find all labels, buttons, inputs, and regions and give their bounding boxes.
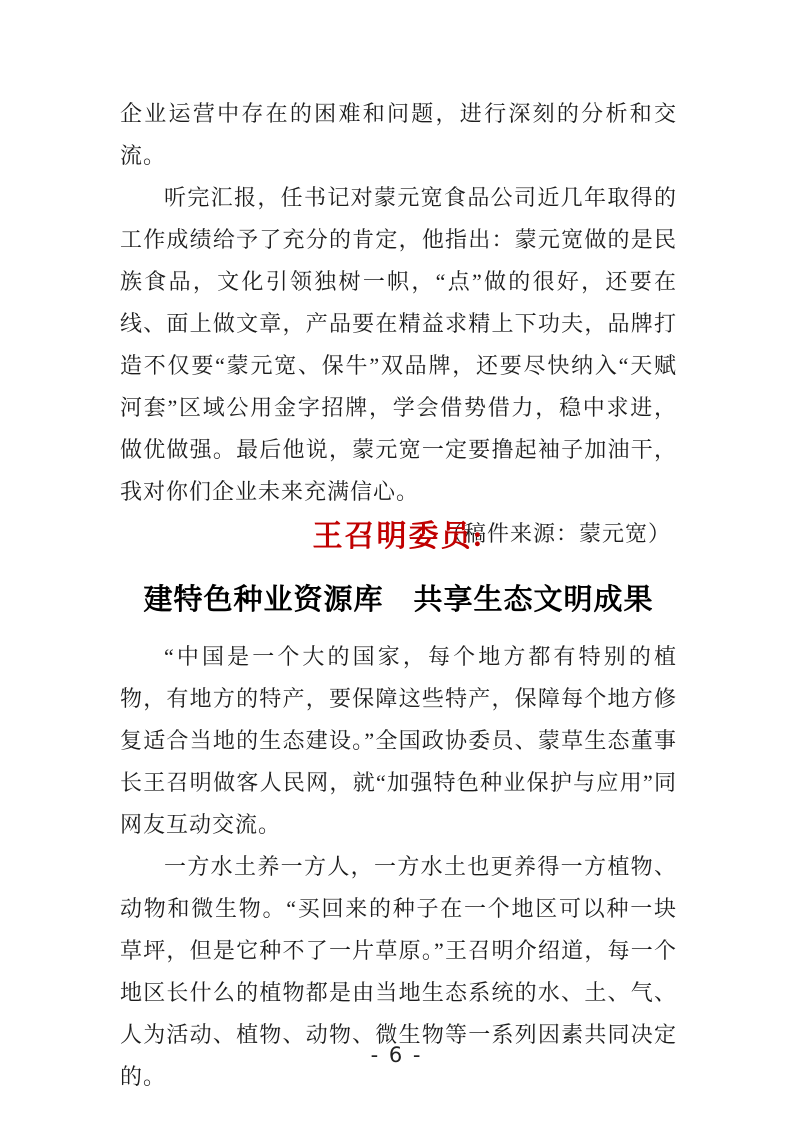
article2-title-sub: 建特色种业资源库 共享生态文明成果	[143, 584, 654, 616]
article2-title-main: 王召明委员:	[312, 520, 485, 553]
article1-section	[120, 93, 677, 555]
article1-paragraph-continuation: 企业运营中存在的困难和问题，进行深刻的分析和交流。	[120, 101, 677, 168]
article2-paragraph-1: “中国是一个大的国家，每个地方都有特别的植物，有地方的特产，要保障这些特产，保障每个地方修复适合当地的生态建设。”全国政协委员、蒙草生态董事长王召明做客人民网，就“加强特色种业保护与应用”同网友互动交流。	[120, 644, 677, 837]
page-number: - 6 -	[370, 1043, 423, 1067]
article1-paragraph-2: 听完汇报，任书记对蒙元宽食品公司近几年取得的工作成绩给予了充分的肯定，他指出：蒙元宽做的是民族食品，文化引领独树一帜，“点”做的很好，还要在线、面上做文章，产品要在精益求精上下功夫，品牌打造不仅要“蒙元宽、保牛”双品牌，还要尽快纳入“天赋河套”区域公用金字招牌，学会借势借力，稳中求进，做优做强。最后他说，蒙元宽一定要撸起袖子加油干，我对你们企业未来充满信心。	[120, 185, 677, 504]
article2-section	[120, 636, 677, 1098]
article1-source-line: （稿件来源：蒙元宽）	[440, 521, 671, 546]
article2-paragraph-2: 一方水土养一方人，一方水土也更养得一方植物、动物和微生物。“买回来的种子在一个地区可以种一块草坪，但是它种不了一片草原。”王召明介绍道，每一个地区长什么的植物都是由当地生态系统的水、土、气、人为活动、植物、动物、微生物等一系列因素共同决定的。	[120, 854, 677, 1089]
